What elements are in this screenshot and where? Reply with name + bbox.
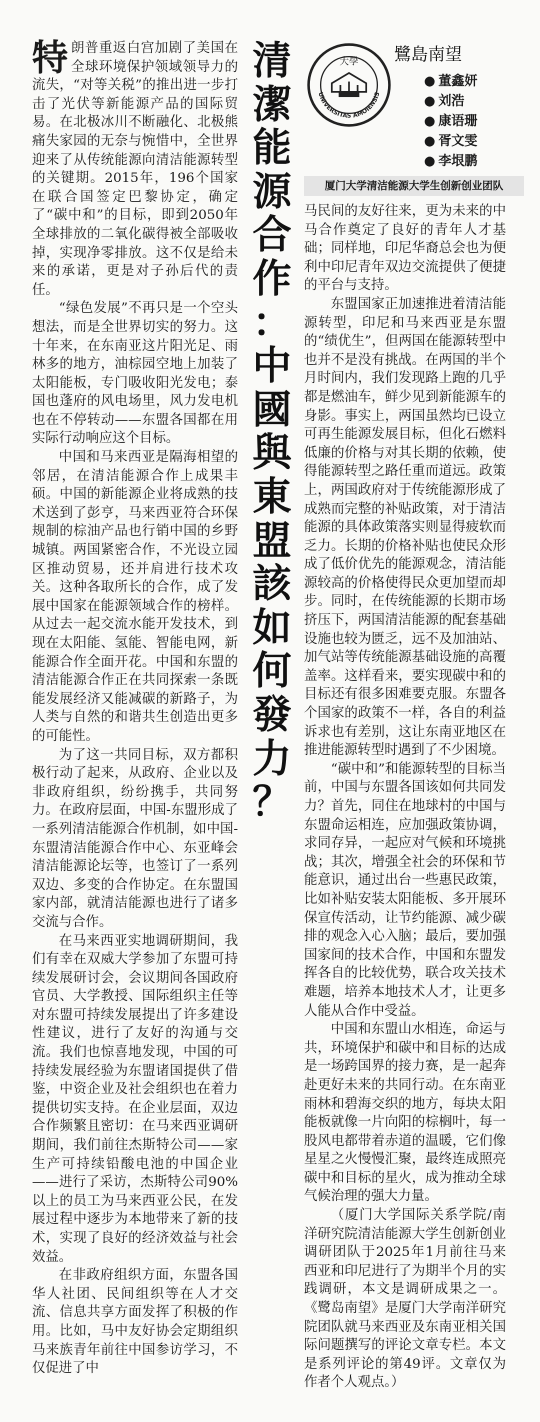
seal-title: 大學 xyxy=(339,56,359,68)
headline-char: 中 xyxy=(252,344,292,390)
headline-char: ： xyxy=(252,300,292,346)
headline-char: 如 xyxy=(252,605,292,651)
article-paragraph-1 xyxy=(32,40,238,300)
university-seal-icon xyxy=(306,42,392,128)
author-name: 董鑫妍 xyxy=(438,74,478,89)
headline-char: 潔 xyxy=(252,82,292,128)
author-item xyxy=(424,152,524,172)
paragraph-1-text: 朗普重返白宫加剧了美国在全球环境保护领域领导力的流失，“对等关税”的推出进一步打击了光伏等新能源产品的国际贸易。在北极冰川不断融化、北极熊痛失家园的无奈与惋惜中，全世界迎来了从传统能源向清洁能源转型的关键期。2015年，196个国家在联合国签定巴黎协定，确定了“碳中和”的目标，即到2050年全球排放的二氧化碳得被全部吸收掉，实现净零排放。这不仅是给未来的承诺，更是对子孙后代的责任。 xyxy=(32,41,238,298)
author-list xyxy=(424,72,524,172)
headline-char: 盟 xyxy=(252,518,292,564)
headline-char: 源 xyxy=(252,169,292,215)
author-name: 胥文雯 xyxy=(438,134,478,149)
bullet-icon: ● xyxy=(424,94,436,109)
article-paragraph-7: 东盟国家正加速推进着清洁能源转型，印尼和马来西亚是东盟的“绩优生”，但两国在能源转型中也并不是没有挑战。在两国的半个月时间内，我们发现路上跑的几乎都是燃油车，鲜少见到新能源车的身影。事实上，两国虽然均已设立可再生能源发展目标，但化石燃料低廉的价格与对其长期的依赖，使得能源转型之路任重而道远。政策上，两国政府对于传统能源形成了成熟而完整的补贴政策，对于清洁能源的具体政策落实则显得疲软而乏力。长期的价格补贴也使民众形成了低价优先的能源观念，清洁能源较高的价格使得民众更加望而却步。同时，在传统能源的长期市场挤压下，两国清洁能源的配套基础设施也较为匮乏，远不及加油站、加气站等传统能源基础设施的高覆盖率。这样看来，要实现碳中和的目标还有很多困难要克服。东盟各个国家的政策不一样，各自的利益诉求也有差别，这让东南亚地区在推进能源转型时遇到了不少困境。 xyxy=(304,296,506,759)
headline-char: 能 xyxy=(252,126,292,172)
headline-char: 力 xyxy=(252,736,292,782)
article-column-left xyxy=(32,40,238,1379)
author-note: （厦门大学国际关系学院/南洋研究院清洁能源大学生创新创业调研团队于2025年1月前往马来西亚和印尼进行了为期半个月的实践调研，本文是调研成果之一。《鹭岛南望》是厦门大学南洋研究院团队就马来西亚及东南亚相关国际问题撰写的评论文章专栏。本文是系列评论的第49评。文章仅为作者个人观点。） xyxy=(304,1208,506,1391)
article-paragraph-8: “碳中和”和能源转型的目标当前，中国与东盟各国该如何共同发力？首先，同住在地球村的中国与东盟命运相连，应加强政策协调，求同存异，一起应对气候和环境挑战；其次，增强全社会的环保和节能意识，通过出台一些惠民政策，比如补贴安装太阳能板、多开展环保宣传活动，让节约能源、减少碳排的观念入心入脑；最后，要加强国家间的技术合作，中国和东盟发挥各自的比较优势，联合攻关技术难题，培养本地技术人才，让更多人能从合作中受益。 xyxy=(304,761,506,1019)
headline-char: 清 xyxy=(252,39,292,84)
bullet-icon: ● xyxy=(424,74,436,89)
headline-char: 合 xyxy=(252,213,292,259)
author-name: 康语珊 xyxy=(438,114,478,129)
drop-cap: 特 xyxy=(32,38,69,79)
author-item xyxy=(424,92,524,112)
headline-char: 東 xyxy=(252,474,292,520)
bullet-icon: ● xyxy=(424,114,436,129)
article-paragraph-3: 中国和马来西亚是隔海相望的邻居，在清洁能源合作上成果丰硕。中国的新能源企业将成熟的技术送到了彭亨，马来西亚符合环保规制的棕油产品也行销中国的乡野城镇。两国紧密合作，不光设立园区推动贸易，还并肩进行技术攻关。这种各取所长的合作，成了发展中国家在能源领域合作的榜样。从过去一起交流水能开发技术，到现在太阳能、氢能、智能电网，新能源合作全面开花。中国和东盟的清洁能源合作正在共同探索一条既能发展经济又能减碳的新路子，为人类与自然的和谐共生创造出更多的可能性。 xyxy=(32,450,238,744)
seal-motto: UNIVERSITAS AMOIENSIS xyxy=(316,91,382,120)
bullet-icon: ● xyxy=(424,134,436,149)
article-paragraph-6-continued: 马民间的友好往来，更为未来的中马合作奠定了良好的青年人才基础；同样地，印尼华裔总会也为便利中印尼青年双边交流提供了便捷的平台与支持。 xyxy=(304,204,506,294)
headline-char: 何 xyxy=(252,649,292,695)
author-item xyxy=(424,72,524,92)
article-column-right xyxy=(304,203,506,1393)
headline xyxy=(242,40,302,830)
column-masthead xyxy=(304,40,524,198)
headline-char: ？ xyxy=(252,780,292,826)
headline-char: 與 xyxy=(252,431,292,477)
team-name: 厦门大学清洁能源大学生创新创业团队 xyxy=(304,176,524,196)
bullet-icon: ● xyxy=(424,154,436,169)
author-item xyxy=(424,132,524,152)
article-paragraph-9: 中国和东盟山水相连，命运与共，环境保护和碳中和目标的达成是一场跨国界的接力赛，是一起奔赴更好未来的共同行动。在东南亚雨林和碧海交织的地方，每块太阳能板就像一片向阳的棕榈叶，每一股风电都带着赤道的温暖，它们像星星之火慢慢汇聚，最终连成照亮碳中和目标的星火，成为推动全球气候治理的强大力量。 xyxy=(304,1022,506,1205)
column-title: 鷺島南望 xyxy=(394,45,462,65)
article-paragraph-2: “绿色发展”不再只是一个空头想法，而是全世界切实的努力。这十年来，在东南亚这片阳光足、雨林多的地方，油棕园空地上加装了太阳能板，专门吸收阳光发电；泰国也蓬府的风电场里，风力发电机也在不停转动——东盟各国都在用实际行动响应这个目标。 xyxy=(32,301,238,447)
article-paragraph-6: 在非政府组织方面，东盟各国华人社团、民间组织等在人才交流、信息共享方面发挥了积极的作用。比如，马中友好协会定期组织马来族青年前往中国参访学习，不仅促进了中 xyxy=(32,1268,238,1377)
headline-char: 發 xyxy=(252,692,292,738)
article-paragraph-4: 为了这一共同目标，双方都积极行动了起来，从政府、企业以及非政府组织，纷纷携手，共同努力。在政府层面，中国-东盟形成了一系列清洁能源合作机制，如中国-东盟清洁能源合作中心、东亚峰会清洁能源论坛等，也签订了一系列双边、多变的合作协定。在东盟国家内部，就清洁能源也进行了诸多交流与合作。 xyxy=(32,747,238,930)
headline-char: 該 xyxy=(252,562,292,608)
article-paragraph-5: 在马来西亚实地调研期间，我们有幸在双威大学参加了东盟可持续发展研讨会，会议期间各国政府官员、大学教授、国际组织主任等对东盟可持续发展提出了许多建设性建议，进行了友好的沟通与交流。我们也惊喜地发现，中国的可持续发展经验为东盟诸国提供了借鉴，中资企业及社会组织也在着力提供切实支持。在企业层面，双边合作频繁且密切：在马来西亚调研期间，我们前往杰斯特公司——家生产可持续铅酸电池的中国企业——进行了采访，杰斯特公司90%以上的员工为马来西亚公民，在发展过程中逐步为本地带来了新的技术，实现了良好的经济效益与社会效益。 xyxy=(32,933,238,1265)
author-name: 李垠鹏 xyxy=(438,154,478,169)
author-item xyxy=(424,112,524,132)
author-name: 刘浩 xyxy=(438,94,465,109)
headline-char: 作 xyxy=(252,256,292,302)
headline-char: 國 xyxy=(252,387,292,433)
